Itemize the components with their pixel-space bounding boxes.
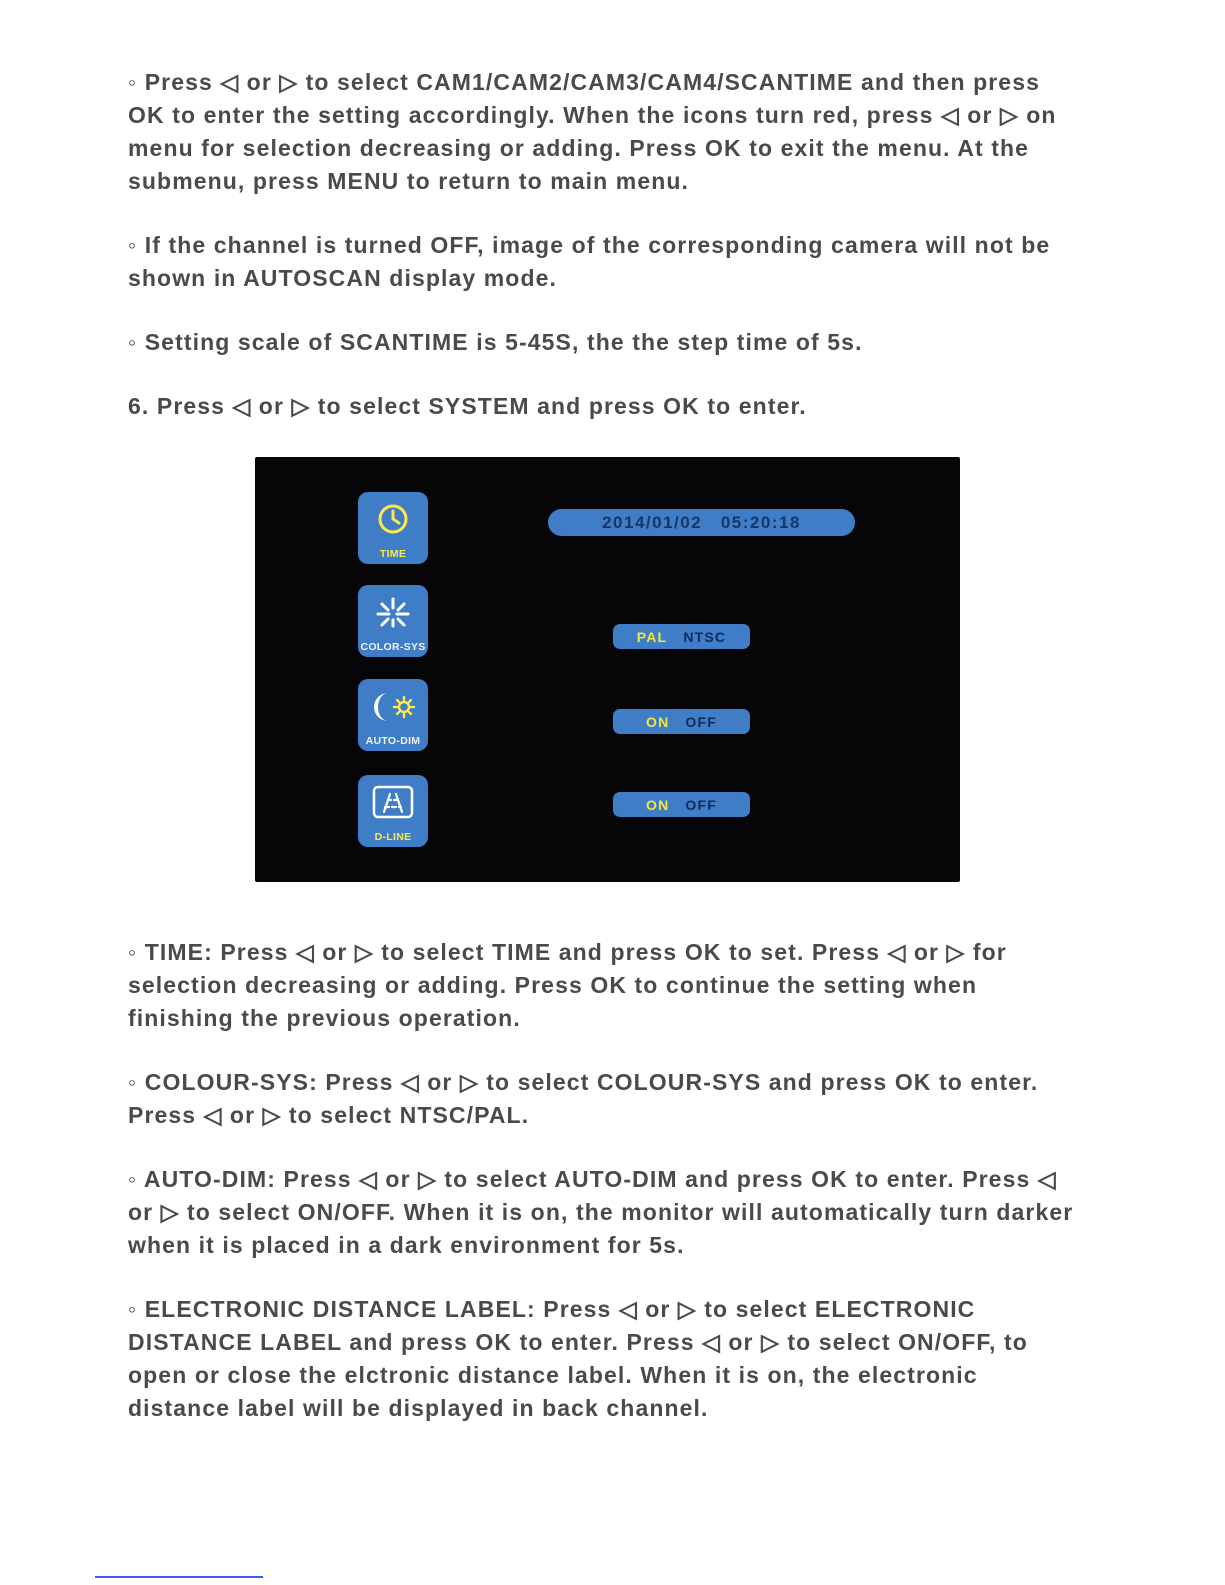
osd-system-menu-screenshot [255, 457, 960, 882]
instruction-paragraph-auto-dim: ◦ AUTO-DIM: Press ◁ or ▷ to select AUTO-DIM and press OK to enter. Press ◁ or ▷ to select ON/OFF. When it is on, the monitor will automatically turn darker when it is placed in a dark environment for 5s. [128, 1166, 1074, 1258]
instruction-paragraph-distance-label: ◦ ELECTRONIC DISTANCE LABEL: Press ◁ or ▷ to select ELECTRONIC DISTANCE LABEL and press OK to enter. Press ◁ or ▷ to select ON/OFF, to open or close the elctronic distance label. When it is on, the electronic distance label will be displayed in back channel. [128, 1296, 1028, 1421]
moon-sun-icon [369, 679, 417, 735]
d-line-toggle [613, 792, 750, 817]
option-on: ON [646, 713, 670, 730]
menu-tile-label: TIME [379, 548, 407, 560]
color-sys-toggle [613, 624, 750, 649]
option-off: OFF [685, 796, 717, 813]
instruction-paragraph-scantime-scale: ◦ Setting scale of SCANTIME is 5-45S, the the step time of 5s. [128, 329, 863, 355]
instruction-paragraph-channel-off: ◦ If the channel is turned OFF, image of the corresponding camera will not be shown in AUTOSCAN display mode. [128, 232, 1051, 291]
page-content [128, 66, 1078, 1456]
footer-link-underline[interactable] [95, 1576, 263, 1578]
option-ntsc: NTSC [683, 628, 727, 645]
auto-dim-toggle [613, 709, 750, 734]
option-pal: PAL [636, 628, 668, 645]
menu-tile-label: D-LINE [374, 831, 412, 843]
instruction-paragraph-time: ◦ TIME: Press ◁ or ▷ to select TIME and press OK to set. Press ◁ or ▷ for selection decreasing or adding. Press OK to continue the setting when finishing the previous operation. [128, 939, 1007, 1031]
clock-icon [373, 492, 413, 548]
instruction-step-6-system: 6. Press ◁ or ▷ to select SYSTEM and press OK to enter. [128, 393, 807, 419]
menu-tile-auto-dim [358, 679, 428, 751]
option-on: ON [646, 796, 670, 813]
instruction-paragraph-colour-sys: ◦ COLOUR-SYS: Press ◁ or ▷ to select COLOUR-SYS and press OK to enter. Press ◁ or ▷ to select NTSC/PAL. [128, 1069, 1039, 1128]
instruction-paragraph-cam-select: ◦ Press ◁ or ▷ to select CAM1/CAM2/CAM3/CAM4/SCANTIME and then press OK to enter the setting accordingly. When the icons turn red, press ◁ or ▷ on menu for selection decreasing or adding. Press OK to exit the menu. At the submenu, press MENU to return to main menu. [128, 69, 1057, 194]
menu-tile-time [358, 492, 428, 564]
menu-tile-label: COLOR-SYS [360, 641, 426, 653]
menu-tile-color-sys [358, 585, 428, 657]
menu-tile-d-line [358, 775, 428, 847]
datetime-display: 2014/01/02 05:20:18 [548, 509, 855, 536]
menu-tile-label: AUTO-DIM [365, 735, 421, 747]
color-bars-icon [373, 585, 413, 641]
option-off: OFF [685, 713, 717, 730]
distance-lines-icon [372, 775, 414, 831]
